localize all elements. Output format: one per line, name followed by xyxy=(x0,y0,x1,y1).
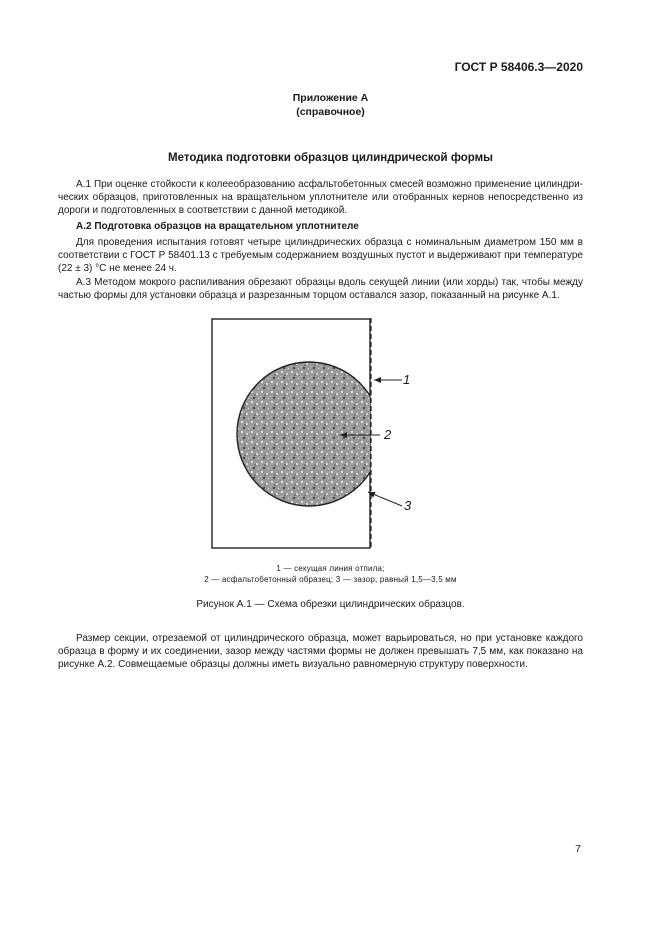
paragraph-a2-1: Для проведения испытания готовят четыре цилиндрических образца с номинальным диаметром 150 мм в соответствии с ГОСТ Р 58401.13 с требуемым содержанием воздушных пустот и выдерживают при температуре (22 ± 3) °С не менее 24 ч. xyxy=(58,237,583,275)
figure-a1 xyxy=(190,310,430,560)
page-number: 7 xyxy=(575,843,581,855)
figure-a1-drawing xyxy=(190,310,430,560)
annex-title: Методика подготовки образцов цилиндрической формы xyxy=(168,152,493,164)
label-1: 1 xyxy=(403,372,411,387)
section-a2-heading xyxy=(58,220,583,233)
label-3: 3 xyxy=(404,498,412,513)
legend-line-1: 1 — секущая линия отпила; xyxy=(276,564,385,573)
section-a1 xyxy=(58,178,583,218)
annex-label: Приложение А xyxy=(292,92,369,104)
closing-section xyxy=(58,632,583,672)
heading-a2: А.2 Подготовка образцов на вращательном уплотнителе xyxy=(76,221,359,232)
figure-legend xyxy=(0,563,661,585)
document-id-header: ГОСТ Р 58406.3—2020 xyxy=(454,60,583,74)
paragraph-a1: А.1 При оценке стойкости к колееобразованию асфальтобетонных смесей возможно применение цилиндрических образцов, приготовленных на вращательном уплотнителе или отобранных кернов непосредственно из дороги и подготовленных в соответствии с данной методикой. xyxy=(58,179,583,217)
figure-caption: Рисунок А.1 — Схема обрезки цилиндрических образцов. xyxy=(196,599,465,610)
paragraph-closing: Размер секции, отрезаемой от цилиндрического образца, может варьироваться, но при установке каждого образца в форму и их соединении, зазор между частями формы не должен превышать 7,5 мм, как показано на рисунке А.2. Совмещаемые образцы должны иметь визуально равномерную структуру поверхности. xyxy=(58,633,583,671)
annex-heading xyxy=(0,91,661,119)
asphalt-sample xyxy=(237,362,381,506)
label-2: 2 xyxy=(384,427,392,442)
legend-line-2: 2 — асфальтобетонный образец; 3 — зазор, равный 1,5—3,5 мм xyxy=(204,575,457,584)
section-a2-body xyxy=(58,236,583,302)
paragraph-a3: А.3 Методом мокрого распиливания обрезают образцы вдоль секущей линии (или хорды) так, чтобы между частью формы для установки образца и разрезанным торцом оставался зазор, показанный на рисунке А.1. xyxy=(58,276,583,301)
annex-type: (справочное) xyxy=(296,106,365,118)
